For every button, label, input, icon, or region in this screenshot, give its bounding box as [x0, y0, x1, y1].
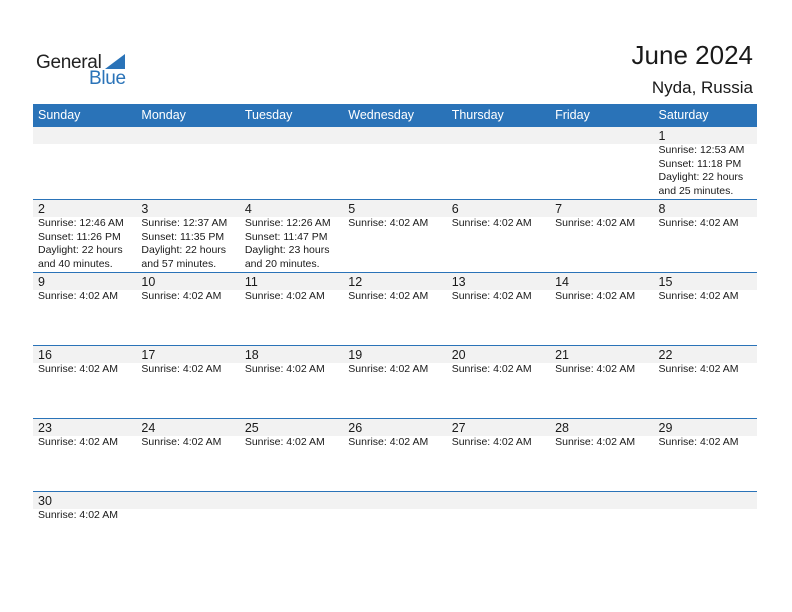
empty-day-cell — [136, 127, 239, 199]
day-sun-info — [348, 290, 446, 304]
day-sun-info — [348, 363, 446, 377]
sun-info-line: Sunrise: 4:02 AM — [141, 290, 222, 302]
day-sun-info — [245, 363, 343, 377]
calendar-week-row — [33, 126, 757, 199]
day-number: 1 — [658, 129, 666, 143]
sun-info-line: Sunrise: 4:02 AM — [141, 363, 222, 375]
day-number: 22 — [658, 348, 673, 362]
sun-info-line: Sunrise: 4:02 AM — [451, 363, 532, 375]
week-cells — [33, 200, 757, 272]
sun-info-line: Sunrise: 4:02 AM — [658, 436, 739, 448]
empty-day-cell — [240, 127, 343, 199]
day-cell — [240, 273, 343, 345]
sun-info-line: Sunrise: 4:02 AM — [451, 290, 532, 302]
day-sun-info — [452, 363, 550, 377]
day-sun-info — [245, 290, 343, 304]
day-number: 8 — [658, 202, 666, 216]
day-sun-info — [245, 436, 343, 450]
day-sun-info — [452, 290, 550, 304]
day-number: 2 — [38, 202, 45, 216]
sun-info-line: and 20 minutes. — [244, 257, 320, 270]
location-subtitle: Nyda, Russia — [651, 78, 753, 97]
weekday-header-sunday: Sunday — [38, 108, 81, 122]
day-cell — [343, 200, 446, 272]
sun-info-line: Sunrise: 4:02 AM — [348, 363, 429, 375]
sun-info-line: Sunset: 11:47 PM — [244, 230, 328, 243]
day-number: 27 — [451, 421, 466, 435]
day-sun-info — [452, 436, 550, 450]
day-cell — [240, 200, 343, 272]
sun-info-line: Sunrise: 4:02 AM — [244, 363, 325, 375]
day-cell — [240, 346, 343, 418]
day-cell — [343, 419, 446, 491]
day-number: 5 — [348, 202, 356, 216]
day-number: 30 — [38, 494, 52, 508]
sun-info-line: Sunrise: 4:02 AM — [555, 436, 636, 448]
calendar-week-row — [33, 491, 757, 564]
sun-info-line: Daylight: 22 hours — [658, 171, 744, 183]
day-sun-info — [348, 436, 446, 450]
sun-info-line: Sunrise: 4:02 AM — [451, 217, 532, 229]
calendar-week-row — [33, 272, 757, 345]
sun-info-line: Sunrise: 4:02 AM — [348, 217, 429, 229]
day-number: 3 — [141, 202, 149, 216]
weekday-header-tuesday: Tuesday — [244, 108, 293, 122]
empty-day-cell — [343, 127, 446, 199]
sun-info-line: Sunrise: 4:02 AM — [38, 290, 118, 302]
sun-info-line: Sunrise: 4:02 AM — [658, 363, 739, 375]
empty-day-cell — [240, 492, 343, 564]
sun-info-line: Sunrise: 12:26 AM — [244, 217, 331, 229]
day-cell — [654, 273, 757, 345]
sun-info-line: Sunset: 11:26 PM — [38, 230, 121, 243]
day-number: 21 — [555, 348, 570, 362]
week-cells — [33, 127, 757, 199]
day-number: 4 — [244, 202, 252, 216]
day-sun-info — [38, 363, 136, 377]
day-cell — [136, 273, 239, 345]
day-number: 28 — [555, 421, 570, 435]
day-cell — [33, 492, 136, 564]
day-number: 11 — [244, 275, 258, 289]
day-sun-info — [659, 363, 757, 377]
day-number: 16 — [38, 348, 52, 362]
sun-info-line: and 40 minutes. — [38, 257, 113, 270]
day-cell — [654, 200, 757, 272]
sun-info-line: Sunrise: 4:02 AM — [555, 363, 636, 375]
sun-info-line: Sunrise: 4:02 AM — [555, 217, 636, 229]
day-number: 24 — [141, 421, 156, 435]
sun-info-line: Sunrise: 4:02 AM — [451, 436, 532, 448]
day-number: 20 — [451, 348, 466, 362]
day-cell — [343, 273, 446, 345]
day-number: 18 — [244, 348, 259, 362]
sun-info-line: Sunset: 11:18 PM — [658, 157, 742, 170]
calendar-week-row — [33, 345, 757, 418]
week-cells — [33, 346, 757, 418]
day-sun-info — [659, 436, 757, 450]
brand-logo — [36, 52, 136, 88]
day-cell — [550, 273, 653, 345]
day-sun-info — [555, 363, 653, 377]
day-cell — [654, 419, 757, 491]
day-cell — [550, 419, 653, 491]
day-sun-info — [245, 217, 343, 271]
empty-day-cell — [654, 492, 757, 564]
day-sun-info — [141, 436, 239, 450]
day-cell — [654, 346, 757, 418]
day-cell — [33, 200, 136, 272]
sun-info-line: and 57 minutes. — [141, 257, 217, 270]
sun-info-line: Sunrise: 4:02 AM — [38, 509, 118, 521]
day-sun-info — [141, 290, 239, 304]
day-number: 26 — [348, 421, 363, 435]
day-cell — [447, 419, 550, 491]
day-sun-info — [38, 509, 136, 523]
empty-day-cell — [550, 492, 653, 564]
sun-info-line: Sunrise: 12:37 AM — [141, 217, 228, 229]
weekday-header-row — [33, 104, 757, 126]
day-cell — [136, 346, 239, 418]
day-cell — [447, 200, 550, 272]
day-sun-info — [141, 363, 239, 377]
week-cells — [33, 492, 757, 564]
sun-info-line: Sunrise: 4:02 AM — [658, 290, 739, 302]
day-number: 29 — [658, 421, 673, 435]
day-number: 9 — [38, 275, 45, 289]
day-sun-info — [659, 217, 757, 231]
sun-info-line: Sunrise: 4:02 AM — [38, 363, 118, 375]
day-number: 10 — [141, 275, 156, 289]
day-cell — [33, 346, 136, 418]
empty-day-cell — [343, 492, 446, 564]
day-cell — [136, 200, 239, 272]
logo-text-general: General — [36, 52, 102, 73]
day-sun-info — [555, 217, 653, 231]
weekday-header-monday: Monday — [141, 108, 186, 122]
sun-info-line: Sunrise: 12:53 AM — [658, 144, 745, 156]
day-sun-info — [38, 436, 136, 450]
sun-info-line: Sunset: 11:35 PM — [141, 230, 225, 243]
day-sun-info — [555, 436, 653, 450]
day-cell — [136, 419, 239, 491]
sun-info-line: Sunrise: 4:02 AM — [141, 436, 222, 448]
logo-triangle-icon — [105, 54, 125, 69]
sun-info-line: Sunrise: 4:02 AM — [555, 290, 636, 302]
day-cell — [33, 273, 136, 345]
day-number: 23 — [38, 421, 52, 435]
day-cell — [343, 346, 446, 418]
sun-info-line: Daylight: 22 hours — [38, 244, 123, 256]
sun-info-line: and 25 minutes. — [658, 184, 734, 197]
calendar-week-row — [33, 418, 757, 491]
day-number: 17 — [141, 348, 156, 362]
empty-day-cell — [550, 127, 653, 199]
week-cells — [33, 273, 757, 345]
empty-day-cell — [447, 127, 550, 199]
day-cell — [447, 273, 550, 345]
empty-day-cell — [33, 127, 136, 199]
day-sun-info — [555, 290, 653, 304]
day-cell — [550, 346, 653, 418]
sun-info-line: Daylight: 23 hours — [244, 244, 330, 256]
empty-day-cell — [447, 492, 550, 564]
logo-text-blue: Blue — [89, 68, 126, 89]
day-cell — [654, 127, 757, 199]
page-title: June 2024 — [631, 40, 753, 70]
day-number: 13 — [451, 275, 466, 289]
day-number: 7 — [555, 202, 563, 216]
day-sun-info — [659, 144, 757, 198]
day-cell — [447, 346, 550, 418]
day-number: 15 — [658, 275, 673, 289]
calendar-weeks — [33, 126, 757, 564]
sun-info-line: Sunrise: 12:46 AM — [38, 217, 124, 229]
day-number: 6 — [451, 202, 459, 216]
day-cell — [550, 200, 653, 272]
sun-info-line: Sunrise: 4:02 AM — [244, 290, 325, 302]
day-sun-info — [141, 217, 239, 271]
weekday-header-saturday: Saturday — [658, 108, 709, 122]
day-sun-info — [38, 217, 136, 271]
sun-info-line: Sunrise: 4:02 AM — [244, 436, 325, 448]
day-cell — [33, 419, 136, 491]
day-sun-info — [38, 290, 136, 304]
day-sun-info — [659, 290, 757, 304]
day-number: 19 — [348, 348, 363, 362]
calendar-grid — [33, 104, 757, 564]
weekday-header-friday: Friday — [555, 108, 590, 122]
day-number: 25 — [244, 421, 259, 435]
sun-info-line: Sunrise: 4:02 AM — [348, 290, 429, 302]
weekday-header-thursday: Thursday — [451, 108, 504, 122]
week-cells — [33, 419, 757, 491]
day-number: 14 — [555, 275, 570, 289]
calendar-week-row — [33, 199, 757, 272]
sun-info-line: Sunrise: 4:02 AM — [658, 217, 739, 229]
day-cell — [240, 419, 343, 491]
day-number: 12 — [348, 275, 363, 289]
day-sun-info — [452, 217, 550, 231]
sun-info-line: Sunrise: 4:02 AM — [38, 436, 118, 448]
weekday-header-wednesday: Wednesday — [348, 108, 415, 122]
sun-info-line: Sunrise: 4:02 AM — [348, 436, 429, 448]
sun-info-line: Daylight: 22 hours — [141, 244, 227, 256]
empty-day-cell — [136, 492, 239, 564]
day-sun-info — [348, 217, 446, 231]
